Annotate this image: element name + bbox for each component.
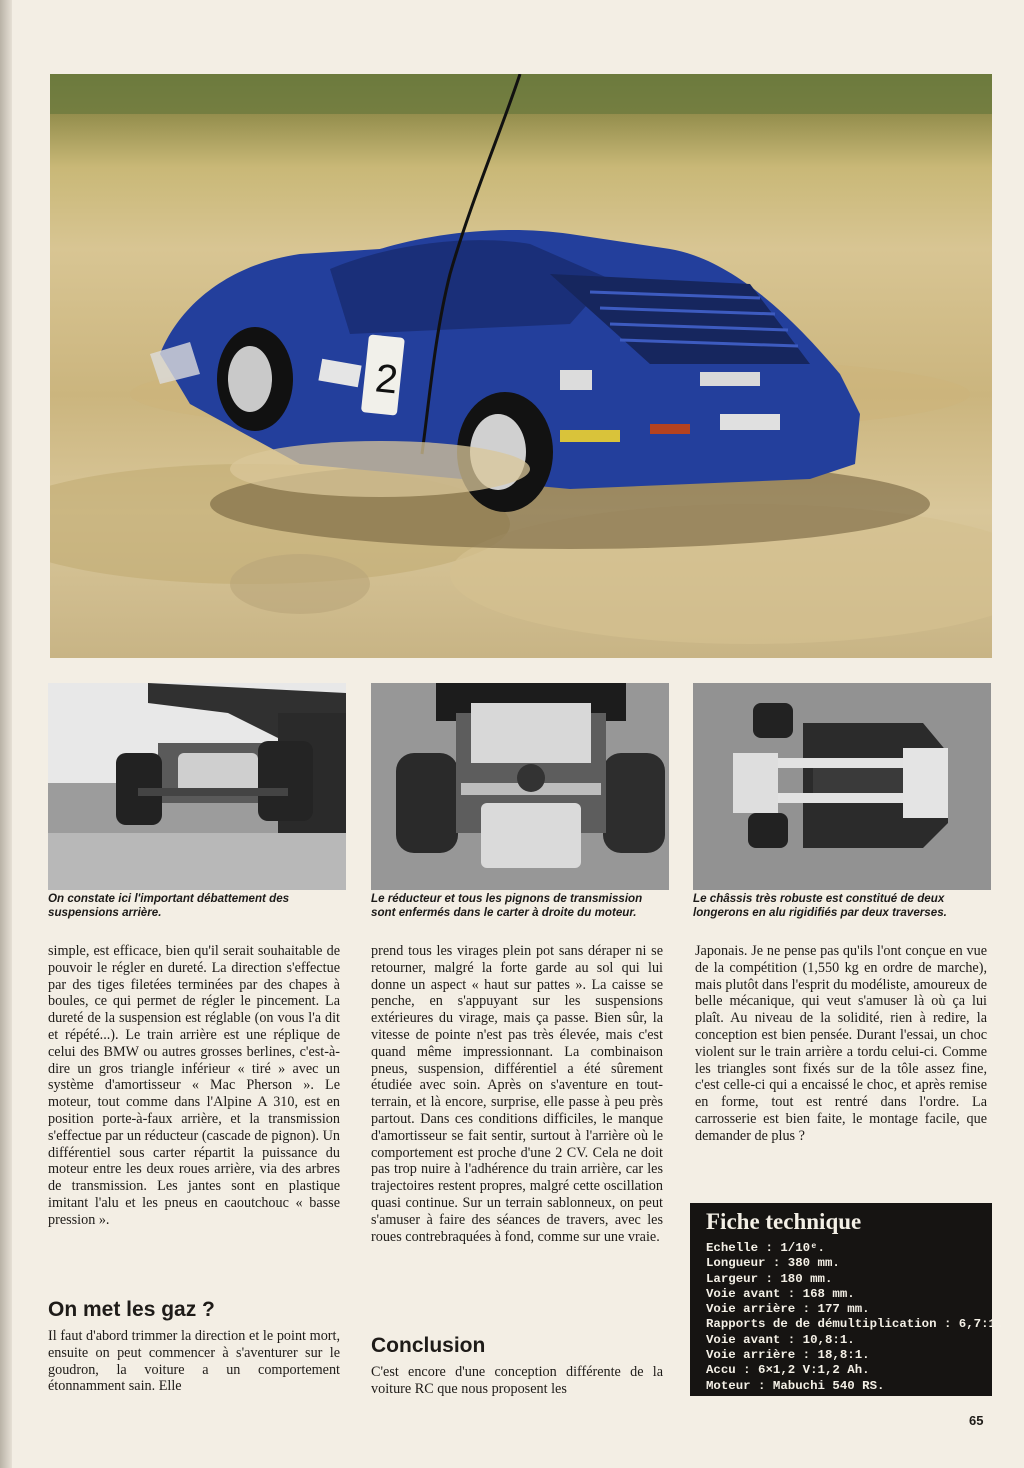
heading-on-met-les-gaz: On met les gaz ? — [48, 1298, 215, 1321]
spec-item: Longueur : 380 mm. — [706, 1256, 840, 1271]
spec-item: Largeur : 180 mm. — [706, 1271, 833, 1286]
column-3-paragraph: Japonais. Je ne pense pas qu'ils l'ont conçue en vue de la compétition (1,550 kg en ordre de marche), mais plutôt dans l'esprit du modéliste, amoureux de belle mécanique, qui veut s'amuser là où ça lui plaît. Au niveau de la solidité, rien à redire, la conception est bien pensée. Durant l'essai, un choc violent sur le train arrière a tordu celui-ci. Comme les triangles sont fixés sur de la tôle assez fine, c'est celle-ci qui a encaissé le choc, et après remise en forme, tout est rentré dans l'ordre. La carrosserie est bien faite, le montage facile, que demander de plus ? — [695, 943, 987, 1144]
spec-item: Voie arrière : 177 mm. — [706, 1302, 870, 1317]
spec-item: Voie avant : 10,8:1. — [706, 1332, 855, 1347]
spec-item: Voie avant : 168 mm. — [706, 1286, 855, 1301]
page-binding-edge — [0, 0, 12, 1468]
spec-item: Accu : 6×1,2 V:1,2 Ah. — [706, 1363, 870, 1378]
column-1-paragraph: simple, est efficace, bien qu'il serait souhaitable de pouvoir le régler en dureté. La direction s'effectue par des tiges filetées terminées par des chapes à boules, ce qui permet de régler le pincement. La dureté de la suspension est réglable (on vous l'a dit et répété...). Le train arrière est une réplique de celui des BMW ou autres grosses berlines, c'est-à-dire un gros triangle inférieur « tiré » avec un système d'amortisseur « Mac Pherson ». Le moteur, tout comme dans l'Alpine A 310, est en position porte-à-faux arrière, et la transmission s'effectue par un réducteur (cascade de pignon). Un différentiel sous carter répartit la puissance du moteur entre les deux roues arrière, via des arbres de transmission. Les jantes sont en plastique imitant l'alu et les pneus en caoutchouc « basse pression ». — [48, 943, 340, 1228]
caption-rear-suspension: On constate ici l'important débattement des suspensions arrière. — [48, 892, 290, 919]
article-column-3 — [695, 943, 987, 1145]
article-column-1 — [48, 943, 340, 1229]
spec-item: Voie arrière : 18,8:1. — [706, 1348, 870, 1363]
photo-gearbox — [371, 683, 669, 890]
column-2-paragraph: prend tous les virages plein pot sans déraper ni se retourner, malgré la forte garde au sol qui lui donne un aspect « haut sur pattes ». La caisse se penche, en s'appuyant sur les suspensions extérieures du virage, mais ça passe. Bien sûr, la vitesse de pointe n'est pas très élevée, mais c'est quand même impressionnant. La combinaison pneus, suspension, différentiel a été sûrement étudiée avec soin. Après on s'aventure en tout-terrain, et là encore, surprise, elle passe à peu près partout. Dans ces conditions difficiles, le manque d'amortisseur se fait sentir, surtout à l'arrière où le comportement est proche d'une 2 CV. Cela ne doit pas trop nuire à l'adhérence du train arrière, car les trajectoires restent propres, malgré cette oscillation quasi continue. Sur un terrain sablonneux, on peut s'amuser à faire des séances de travers, avec les roues contrebraquées à fond, comme sur une vraie. — [371, 943, 663, 1245]
hero-photo-rc-car — [50, 74, 992, 658]
section-conclusion-body — [371, 1364, 663, 1398]
car-number-label: 2 — [373, 356, 400, 403]
spec-item: Echelle : 1/10ᵉ. — [706, 1241, 825, 1255]
page-number: 65 — [969, 1413, 984, 1428]
section-gaz-body — [48, 1328, 340, 1395]
caption-chassis: Le châssis très robuste est constitué de deux longerons en alu rigidifiés par deux traverses. — [693, 892, 947, 919]
article-column-2 — [371, 943, 663, 1245]
fiche-technique-title: Fiche technique — [706, 1209, 862, 1234]
photo-gearbox-illustration — [371, 683, 669, 890]
heading-conclusion: Conclusion — [371, 1334, 486, 1357]
fiche-technique-box — [690, 1203, 1004, 1396]
section-conclusion-paragraph: C'est encore d'une conception différente de la voiture RC que nous proposent les — [371, 1364, 663, 1397]
photo-rear-suspension — [48, 683, 346, 890]
hero-photo-illustration — [50, 74, 992, 658]
spec-item: Moteur : Mabuchi 540 RS. — [706, 1378, 885, 1393]
section-gaz-paragraph: Il faut d'abord trimmer la direction et le point mort, ensuite on peut commencer à s'aventurer sur le goudron, la voiture a un comportement étonnamment sain. Elle — [48, 1328, 340, 1395]
photo-rear-suspension-illustration — [48, 683, 346, 890]
photo-chassis — [693, 683, 991, 890]
spec-item: Rapports de de démultiplication : 6,7:1. — [706, 1317, 1004, 1332]
fiche-technique-list — [706, 1241, 1004, 1394]
caption-gearbox: Le réducteur et tous les pignons de transmission sont enfermés dans le carter à droite du moteur. — [371, 892, 643, 919]
photo-chassis-illustration — [693, 683, 991, 890]
